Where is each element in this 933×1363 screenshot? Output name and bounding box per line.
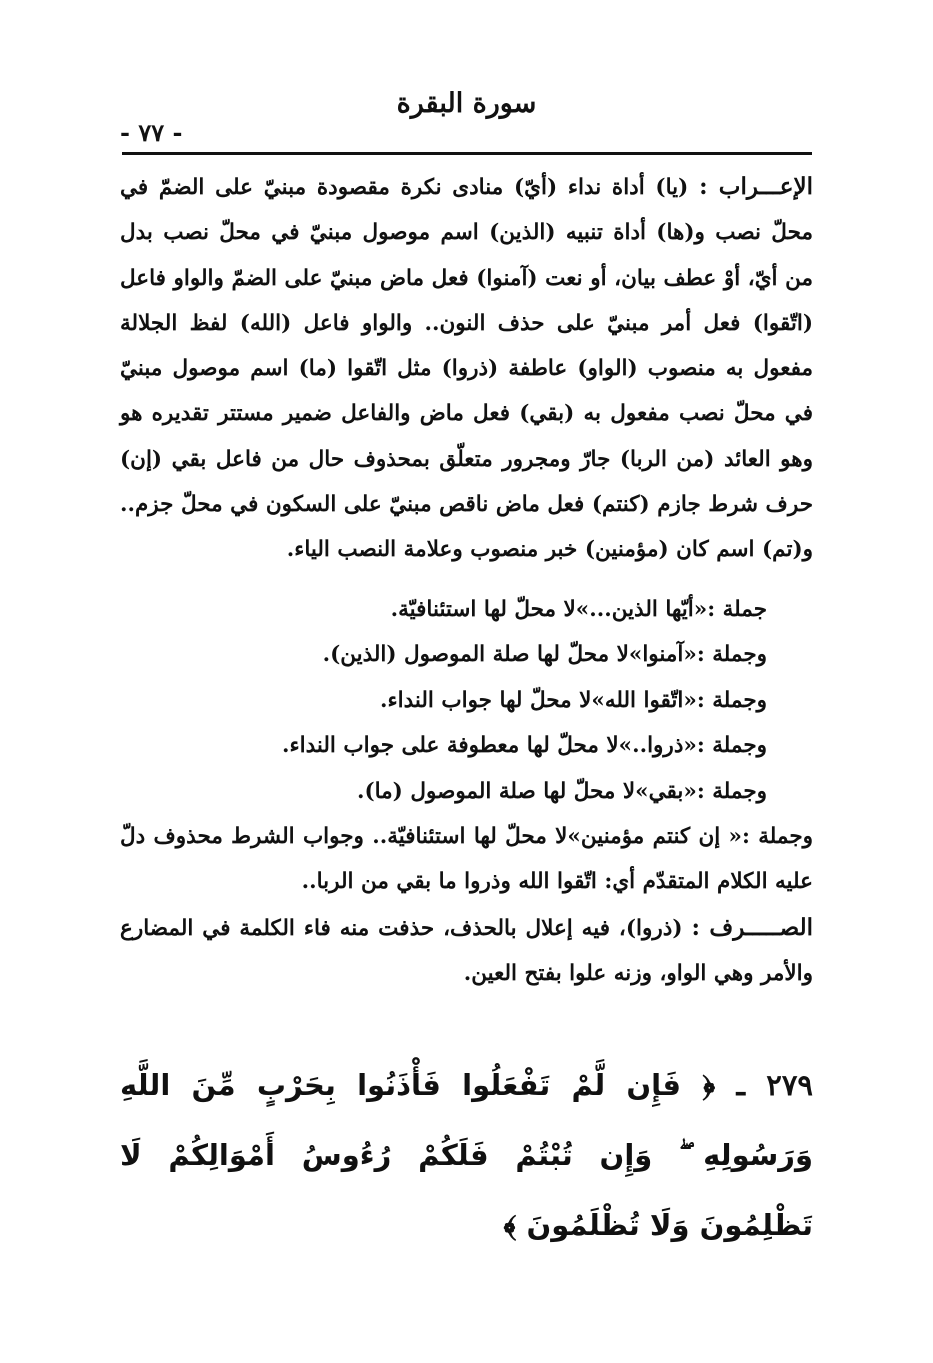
sarf-term: الصـــــرف : bbox=[691, 913, 813, 941]
sentence-item: وجملة :«بقي»لا محلّ لها صلة الموصول (ما). bbox=[356, 778, 767, 804]
header-rule bbox=[122, 152, 812, 155]
quran-verse bbox=[120, 1050, 813, 1260]
sentence-item: وجملة :«آمنوا»لا محلّ لها صلة الموصول (الذين). bbox=[322, 642, 767, 668]
sentence-item: وجملة :«ذروا..»لا محلّ لها معطوفة على جواب النداء. bbox=[282, 733, 767, 759]
last-sentence: وجملة :« إن كنتم مؤمنين»لا محلّ لها استئنافيّة.. وجواب الشرط محذوف دلّ عليه الكلام المتقدّم أي: اتّقوا الله وذروا ما بقي من الربا.. bbox=[120, 824, 813, 895]
irab-paragraph bbox=[120, 164, 813, 573]
verse-open-bracket: ﴿ bbox=[702, 1068, 716, 1102]
verse-number: ٢٧٩ ـ bbox=[736, 1068, 813, 1102]
irab-text: (يا) أداة نداء (أيّ) منادى نكرة مقصودة مبنيّ على الضمّ في محلّ نصب و(ها) أداة تنبيه (الذين) اسم موصول مبنيّ في محلّ نصب بدل من أيّ، أوْ عطف بيان، أو نعت (آمنوا) فعل ماض مبنيّ على الضمّ والواو فاعل (اتّقوا) فعل أمر مبنيّ على حذف النون.. والواو فاعل (الله) لفظ الجلالة مفعول به منصوب (الواو) عاطفة (ذروا) مثل اتّقوا (ما) اسم موصول مبنيّ في محلّ نصب مفعول به (بقي) فعل ماض والفاعل ضمير مستتر تقديره هو وهو العائد (من الربا) جارّ ومجرور متعلّق بمحذوف حال من فاعل بقي (إن) حرف شرط جازم (كنتم) فعل ماض ناقص مبنيّ على السكون في محلّ جزم.. و(تم) اسم كان (مؤمنين) خبر منصوب وعلامة النصب الياء. bbox=[120, 175, 813, 563]
sentence-item: جملة :«أيّها الذين...»لا محلّ لها استئنافيّة. bbox=[390, 596, 767, 622]
page-content bbox=[120, 164, 813, 996]
sentence-item: وجملة :«اتّقوا الله»لا محلّ لها جواب النداء. bbox=[380, 687, 767, 713]
sentence-list bbox=[120, 587, 813, 815]
sarf-text: (ذروا)، فيه إعلال بالحذف، حذفت منه فاء الكلمة في المضارع والأمر وهي الواو، وزنه علوا بفتح العين. bbox=[120, 915, 813, 987]
verse-text: فَإِن لَّمْ تَفْعَلُوا فَأْذَنُوا بِحَرْبٍ مِّنَ اللَّهِ وَرَسُولِهِ ۖ وَإِن تُبْتُمْ فَلَكُمْ رُءُوسُ أَمْوَالِكُمْ لَا تَظْلِمُونَ وَلَا تُظْلَمُونَ bbox=[120, 1068, 813, 1242]
page-title: سورة البقرة bbox=[396, 88, 537, 119]
verse-close-bracket: ﴾ bbox=[503, 1208, 517, 1242]
sarf-paragraph bbox=[120, 905, 813, 997]
page-number: - ٧٧ - bbox=[120, 118, 183, 147]
irab-term: الإعـــراب : bbox=[699, 173, 813, 200]
